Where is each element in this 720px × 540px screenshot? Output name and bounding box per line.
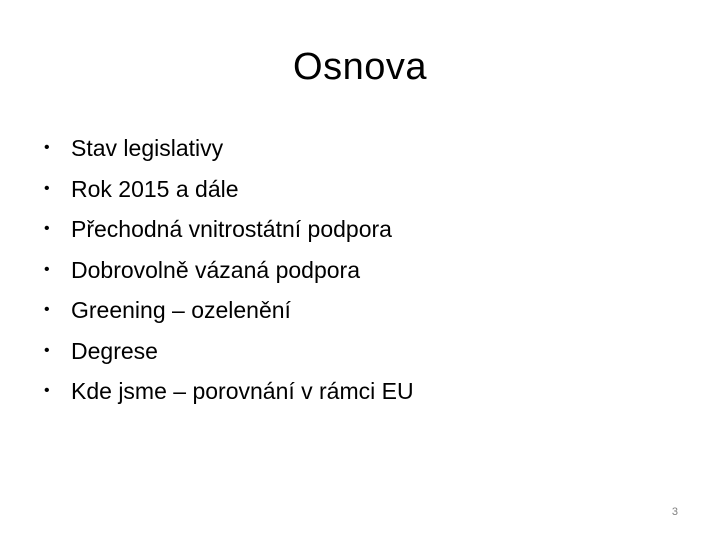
list-item <box>44 371 684 412</box>
list-item <box>44 169 684 210</box>
list-item <box>44 290 684 331</box>
slide-title: Osnova <box>293 46 427 88</box>
bullet-icon: • <box>44 179 50 197</box>
bullet-icon: • <box>44 260 50 278</box>
bullet-text: Stav legislativy <box>71 135 224 161</box>
list-item <box>44 128 684 169</box>
bullet-list <box>44 128 684 412</box>
bullet-icon: • <box>44 220 50 237</box>
bullet-text: Degrese <box>71 337 158 364</box>
bullet-icon: • <box>44 382 50 399</box>
bullet-text: Rok 2015 a dále <box>71 175 239 202</box>
list-item <box>44 209 684 250</box>
bullet-text: Greening – ozelenění <box>71 297 291 323</box>
bullet-icon: • <box>44 301 50 318</box>
page-number: 3 <box>671 506 678 518</box>
list-item <box>44 250 684 291</box>
list-item <box>44 331 684 372</box>
bullet-icon: • <box>44 341 50 359</box>
bullet-text: Dobrovolně vázaná podpora <box>71 256 360 283</box>
bullet-icon: • <box>44 139 50 156</box>
bullet-text: Kde jsme – porovnání v rámci EU <box>71 378 414 404</box>
bullet-text: Přechodná vnitrostátní podpora <box>71 216 392 242</box>
